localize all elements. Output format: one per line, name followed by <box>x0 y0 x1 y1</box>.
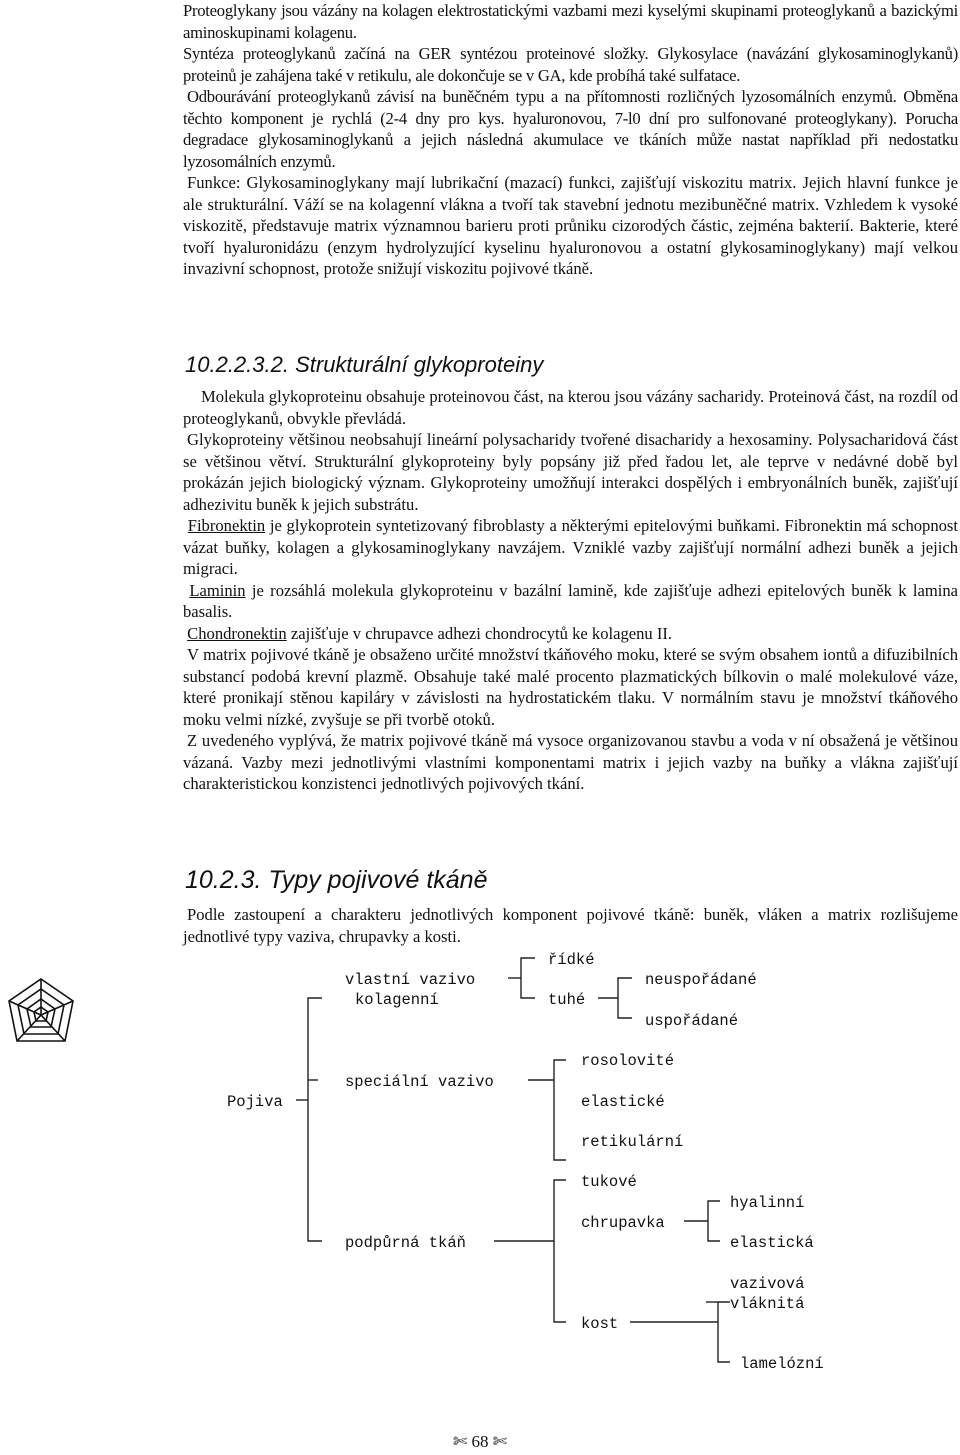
node-chrupavka: chrupavka <box>581 1214 665 1232</box>
connector <box>521 958 535 998</box>
connector <box>308 998 322 1241</box>
node-usporadane: uspořádané <box>645 1012 739 1030</box>
node-neusporadane: neuspořádané <box>645 971 757 989</box>
node-lamelozni: lamelózní <box>740 1355 824 1373</box>
node-retikularni: retikulární <box>581 1133 684 1151</box>
paragraph: Proteoglykany jsou vázány na kolagen elektrostatickými vazbami mezi kyselými skupinami proteoglykanů a bazickými aminoskupinami kolagenu. <box>183 1 958 42</box>
node-kost: kost <box>581 1315 619 1333</box>
section-heading: 10.2.2.3.2. Strukturální glykoproteiny <box>185 352 544 377</box>
term-text: je rozsáhlá molekula glykoproteinu v bazální lamině, kde zajišťuje adhezi epitelových buněk k lamina basalis. <box>183 580 959 621</box>
node-podpurna-tkan: podpůrná tkáň <box>345 1234 466 1252</box>
scissors-icon: ✄ <box>453 1432 468 1451</box>
node-tukove: tukové <box>581 1173 637 1191</box>
paragraph: Z uvedeného vyplývá, že matrix pojivové tkáně má vysoce organizovanou stavbu a voda v ní obsažená je většinou vázaná. Vazby mezi jednotlivými vlastními komponentami matrix i jejich vazby na buňky a vlákna zajišťují charakteristickou konzistenci jednotlivých pojivových tkání. <box>183 731 958 793</box>
node-hyalinni: hyalinní <box>730 1194 805 1212</box>
section-heading: 10.2.3. Typy pojivové tkáně <box>185 866 488 894</box>
node-vazivova: vazivová <box>730 1275 805 1293</box>
node-elasticka: elastická <box>730 1234 814 1252</box>
term-fibronektin: Fibronektin <box>187 516 266 535</box>
term-chondronektin: Chondronektin <box>187 623 287 643</box>
node-vlastni-vazivo: vlastní vazivo <box>345 971 476 989</box>
node-rosolovite: rosolovité <box>581 1052 675 1070</box>
paragraph: Syntéza proteoglykanů začíná na GER syntézou proteinové složky. Glykosylace (navázání glykosaminoglykanů) proteinů je zahájena také v retikulu, ale dokončuje se v GA, kde probíhá také sulfatace. <box>183 44 958 85</box>
scissors-icon: ✄ <box>492 1432 507 1451</box>
paragraph: Odbourávání proteoglykanů závisí na buněčném typu a na přítomnosti rozličných lyzosomálních enzymů. Obměna těchto komponent je rychlá (2-4 dny pro kys. hyaluronovou, 7-l0 dní pro sulfonované proteoglykany). Porucha degradace glykosaminoglykanů a jejich následná akumulace ve tkáních může nastat například při nedostatku lyzosomálních enzymů. <box>183 87 958 171</box>
connector <box>718 1302 730 1362</box>
connector <box>554 1180 566 1322</box>
node-ridke: řídké <box>548 951 595 969</box>
paragraph: Molekula glykoproteinu obsahuje proteinovou část, na kterou jsou vázány sacharidy. Proteinová část, na rozdíl od proteoglykanů, obvykle převládá. <box>183 387 958 428</box>
node-vlaknita: vláknitá <box>730 1295 805 1313</box>
connector <box>708 1201 720 1241</box>
node-elasticke: elastické <box>581 1093 665 1111</box>
node-pojiva: Pojiva <box>227 1093 283 1111</box>
term-text: zajišťuje v chrupavce adhezi chondrocytů ke kolagenu II. <box>286 623 673 643</box>
term-text: je glykoprotein syntetizovaný fibroblasty a některými epitelovými buňkami. Fibronektin má schopnost vázat buňky, kolagen a glykosaminoglykany navzájem. Vzniklé vazby zajišťují normální adhezi buněk a jejich migraci. <box>183 516 959 578</box>
page-footer <box>0 1432 960 1452</box>
page-number: 68 <box>471 1432 489 1451</box>
connector <box>618 978 632 1018</box>
node-specialni-vazivo: speciální vazivo <box>345 1073 494 1091</box>
paragraph: V matrix pojivové tkáně je obsaženo určité množství tkáňového moku, které se svým obsahem iontů a difuzibilních substancí podobá krevní plazmě. Obsahuje také malé procento plazmatických bílkovin o malé molekulové váze, které pronikají stěnou kapiláry v závislosti na hydrostatickém tlaku. V normálním stavu je množství tkáňového moku velmi nízké, zvyšuje se při tvorbě otoků. <box>183 645 958 729</box>
term-laminin: Laminin <box>189 580 246 600</box>
node-kolagenni: kolagenní <box>355 991 439 1009</box>
connector <box>554 1060 566 1160</box>
paragraph: Podle zastoupení a charakteru jednotlivých komponent pojivové tkáně: buněk, vláken a matrix rozlišujeme jednotlivé typy vaziva, chrupavky a kosti. <box>183 905 958 946</box>
paragraph: Glykoproteiny většinou neobsahují lineární polysacharidy tvořené disacharidy a hexosaminy. Polysacharidová část se většinou větví. Strukturální glykoproteiny byly popsány již před řadou let, ale teprve v nedávné době byl prokázán jejich biologický význam. Glykoproteiny umožňují interakci dospělých i embryonálních buněk, zajišťují adhezivitu buněk k jejich substrátu. <box>183 430 958 514</box>
paragraph: Funkce: Glykosaminoglykany mají lubrikační (mazací) funkci, zajišťují viskozitu matrix. Jejich hlavní funkce je ale strukturální. Váží se na kolagenní vlákna a tvoří tak stavební jednotu mezibuněčné matrix. Vzhledem k vysoké viskozitě, představuje matrix významnou barieru proti průniku cizorodých částic, zejména bakterií. Bakterie, které tvoří hyaluronidázu (enzym hydrolyzující kyselinu hyaluronovou a ostatní glykosaminoglykany) mají velkou invazivní schopnost, protože snižují viskozitu pojivové tkáně. <box>183 173 958 278</box>
node-tuhe: tuhé <box>548 991 586 1009</box>
